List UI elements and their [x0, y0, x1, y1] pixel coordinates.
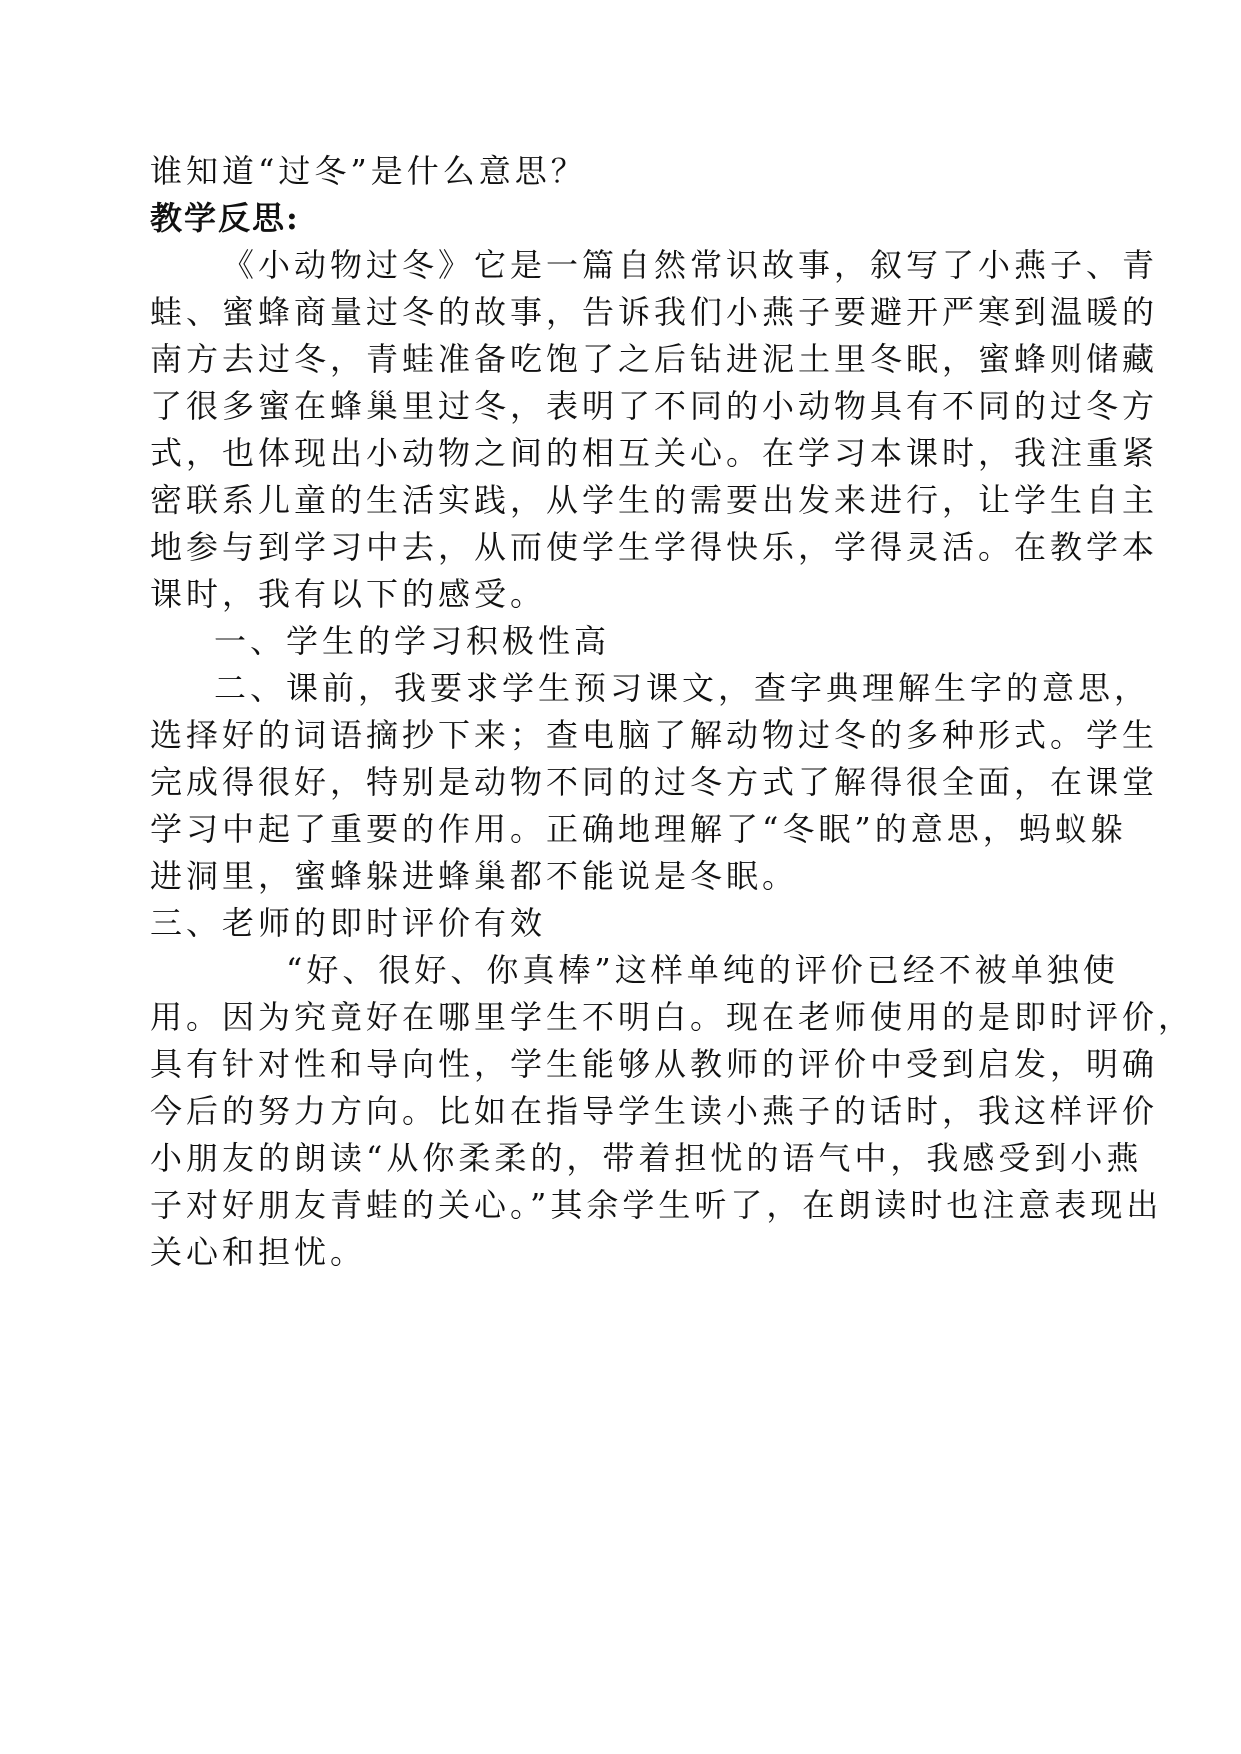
intro-question: 谁知道“过冬”是什么意思？ [150, 152, 587, 190]
paragraph-line: 了很多蜜在蜂巢里过冬，表明了不同的小动物具有不同的过冬方 [150, 387, 1159, 425]
paragraph-line: “好、很好、你真棒”这样单纯的评价已经不被单独使 [286, 951, 1119, 989]
point-three-heading: 三、老师的即时评价有效 [150, 904, 547, 942]
paragraph-line: 具有针对性和导向性，学生能够从教师的评价中受到启发，明确 [150, 1045, 1159, 1083]
point-one-heading: 一、学生的学习积极性高 [214, 622, 611, 660]
paragraph-line: 课时，我有以下的感受。 [150, 575, 547, 613]
paragraph-line: 关心和担忧。 [150, 1233, 367, 1271]
paragraph-line: 《小动物过冬》它是一篇自然常识故事，叙写了小燕子、青 [222, 246, 1159, 284]
paragraph-line: 进洞里，蜜蜂躲进蜂巢都不能说是冬眠。 [150, 857, 799, 895]
paragraph-line: 学习中起了重要的作用。正确地理解了“冬眠”的意思，蚂蚁躲 [150, 810, 1127, 848]
paragraph-line: 地参与到学习中去，从而使学生学得快乐，学得灵活。在教学本 [150, 528, 1159, 566]
paragraph-line: 用。因为究竟好在哪里学生不明白。现在老师使用的是即时评价， [150, 998, 1195, 1036]
paragraph-line: 选择好的词语摘抄下来；查电脑了解动物过冬的多种形式。学生 [150, 716, 1159, 754]
paragraph-line: 子对好朋友青蛙的关心。”其余学生听了，在朗读时也注意表现出 [150, 1186, 1163, 1224]
paragraph-line: 蛙、蜜蜂商量过冬的故事，告诉我们小燕子要避开严寒到温暖的 [150, 293, 1159, 331]
paragraph-line: 今后的努力方向。比如在指导学生读小燕子的话时，我这样评价 [150, 1092, 1159, 1130]
point-two-line: 二、课前，我要求学生预习课文，查字典理解生字的意思， [214, 669, 1151, 707]
paragraph-line: 完成得很好，特别是动物不同的过冬方式了解得很全面，在课堂 [150, 763, 1159, 801]
section-heading: 教学反思: [150, 199, 300, 237]
paragraph-line: 式，也体现出小动物之间的相互关心。在学习本课时，我注重紧 [150, 434, 1159, 472]
document-page [150, 148, 1195, 1276]
paragraph-line: 密联系儿童的生活实践，从学生的需要出发来进行，让学生自主 [150, 481, 1159, 519]
paragraph-line: 小朋友的朗读“从你柔柔的，带着担忧的语气中，我感受到小燕 [150, 1139, 1143, 1177]
paragraph-line: 南方去过冬，青蛙准备吃饱了之后钻进泥土里冬眠，蜜蜂则储藏 [150, 340, 1159, 378]
